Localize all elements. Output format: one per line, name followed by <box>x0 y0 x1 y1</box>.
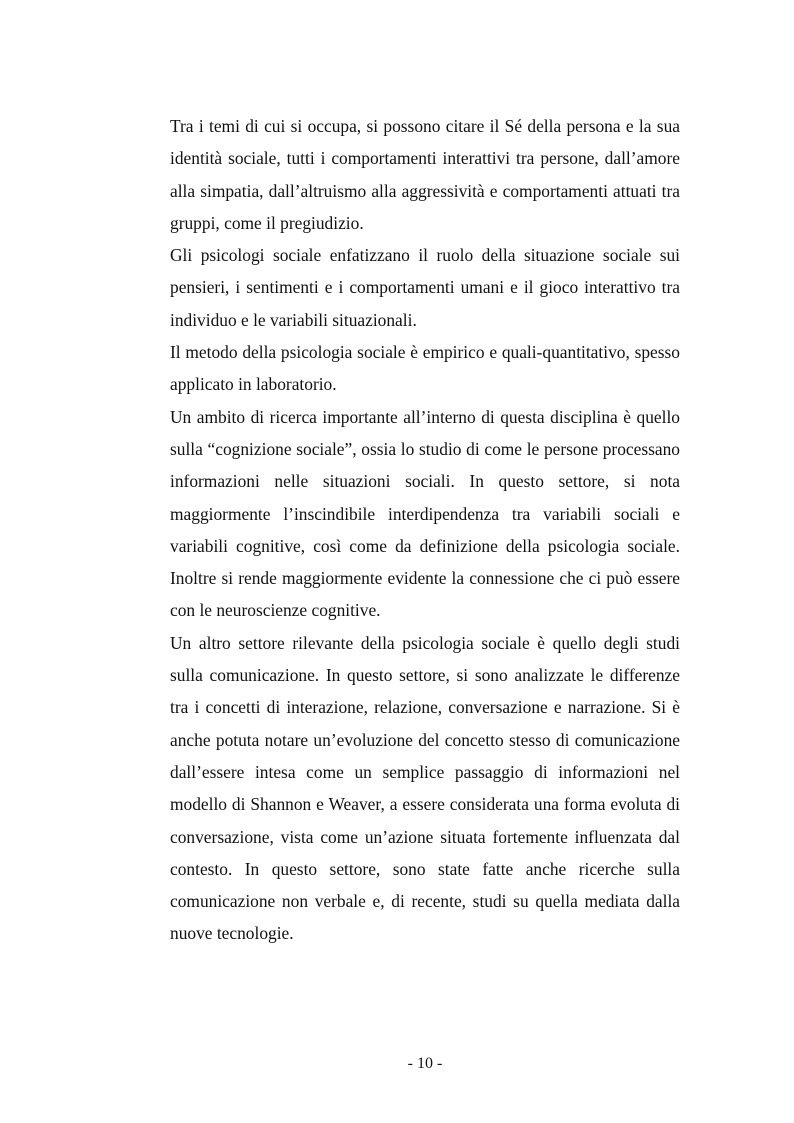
paragraph-2: Gli psicologi sociale enfatizzano il ruolo della situazione sociale sui pensieri, i sentimenti e i comportamenti umani e il gioco interattivo tra individuo e le variabili situazionali. <box>170 245 680 330</box>
paragraph-3: Il metodo della psicologia sociale è empirico e quali-quantitativo, spesso applicato in laboratorio. <box>170 342 680 395</box>
paragraph-1: Tra i temi di cui si occupa, si possono citare il Sé della persona e la sua identità sociale, tutti i comportamenti interattivi tra persone, dall’amore alla simpatia, dall’altruismo alla aggressività e comportamenti attuati tra gruppi, come il pregiudizio. <box>170 116 680 233</box>
body-text <box>170 110 680 950</box>
paragraph-5: Un altro settore rilevante della psicologia sociale è quello degli studi sulla comunicazione. In questo settore, si sono analizzate le differenze tra i concetti di interazione, relazione, conversazione e narrazione. Si è anche potuta notare un’evoluzione del concetto stesso di comunicazione dall’essere intesa come un semplice passaggio di informazioni nel modello di Shannon e Weaver, a essere considerata una forma evoluta di conversazione, vista come un’azione situata fortemente influenzata dal contesto. In questo settore, sono state fatte anche ricerche sulla comunicazione non verbale e, di recente, studi su quella mediata dalla nuove tecnologie. <box>170 632 680 944</box>
page-number: - 10 - <box>407 1055 443 1072</box>
paragraph-4: Un ambito di ricerca importante all’interno di questa disciplina è quello sulla “cognizione sociale”, ossia lo studio di come le persone processano informazioni nelle situazioni sociali. In questo settore, si nota maggiormente l’inscindibile interdipendenza tra variabili sociali e variabili cognitive, così come da definizione della psicologia sociale. Inoltre si rende maggiormente evidente la connessione che ci può essere con le neuroscienze cognitive. <box>170 406 680 621</box>
